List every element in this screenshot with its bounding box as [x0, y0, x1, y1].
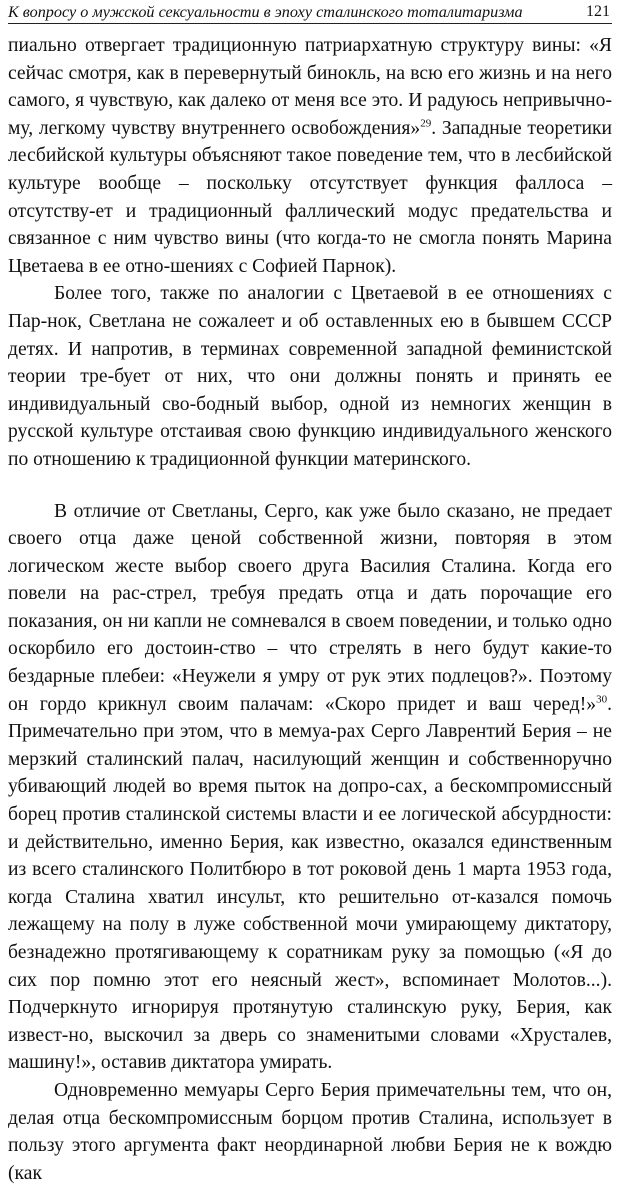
page-body	[8, 32, 612, 1187]
paragraph: Более того, также по аналогии с Цветаевой в ее отношениях с Пар-нок, Светлана не сожалеет и об оставленных ею в бывшем СССР детях. И напротив, в терминах современной западной феминистской теории тре-бует от них, что они должны понять и принять ее индивидуальный сво-бодный выбор, одной из немногих женщин в русской культуре отстаивая свою функцию индивидуального женского по отношению к традиционной функции материнского.	[8, 283, 612, 470]
running-title: К вопросу о мужской сексуальности в эпоху сталинского тоталитаризма	[8, 3, 523, 21]
footnote-ref: 30	[596, 693, 608, 706]
running-header	[8, 0, 612, 24]
page-number: 121	[586, 3, 610, 20]
paragraph: В отличие от Светланы, Серго, как уже было сказано, не предает своего отца даже ценой собственной жизни, повторяя в этом логическом жесте выбор своего друга Василия Сталина. Когда его повели на рас-стрел, требуя предать отца и дать порочащие его показания, он ни капли не сомневался в своем поведении, и только одно оскорбило его достоин-ство – что стрелять в него будут какие-то бездарные плебеи: «Неужели я умру от рук этих подлецов?». Поэтому он гордо крикнул своим палачам: «Скоро придет и ваш черед!»$^{30}$. Примечательно при этом, что в мемуа-рах Серго Лаврентий Берия – не мерзкий сталинский палач, насилующий женщин и собственноручно убивающий людей во время пыток на допро-сах, а бескомпромиссный борец против сталинской системы власти и ее логической абсурдности: и действительно, именно Берия, как известно, оказался единственным из всего сталинского Политбюро в тот роковой день 1 марта 1953 года, когда Сталина хватил инсульт, кто решительно от-казался помочь лежащему на полу в луже собственной мочи умирающему диктатору, безнадежно протягивающему к соратникам руку за помощью («Я до сих пор помню этот его неясный жест», вспоминает Молотов...). Подчеркнуто игнорируя протянутую сталинскую руку, Берия, как извест-но, выскочил за дверь со знаменитыми словами «Хрусталев, машину!», оставив диктатора умирать.	[8, 500, 612, 1074]
paragraph: пиально отвергает традиционную патриархатную структуру вины: «Я сейчас смотря, как в перевернутый бинокль, на всю его жизнь и на него самого, я чувствую, как далеко от меня все это. И радуюсь непривычно-му, легкому чувству внутреннего освобождения»$^{29}$. Западные теоретики лесбийской культуры объясняют такое поведение тем, что в лесбийской культуре вообще – поскольку отсутствует функция фаллоса – отсутству-ет и традиционный фаллический модус предательства и связанное с ним чувство вины (что когда-то не смогла понять Марина Цветаева в ее отно-шениях с Софией Парнок).	[8, 35, 612, 277]
paragraph: Одновременно мемуары Серго Берия примечательны тем, что он, делая отца бескомпромиссным борцом против Сталина, использует в пользу этого аргумента факт неординарной любви Берия не к вождю (как	[8, 1079, 612, 1184]
footnote-ref: 29	[420, 117, 432, 130]
